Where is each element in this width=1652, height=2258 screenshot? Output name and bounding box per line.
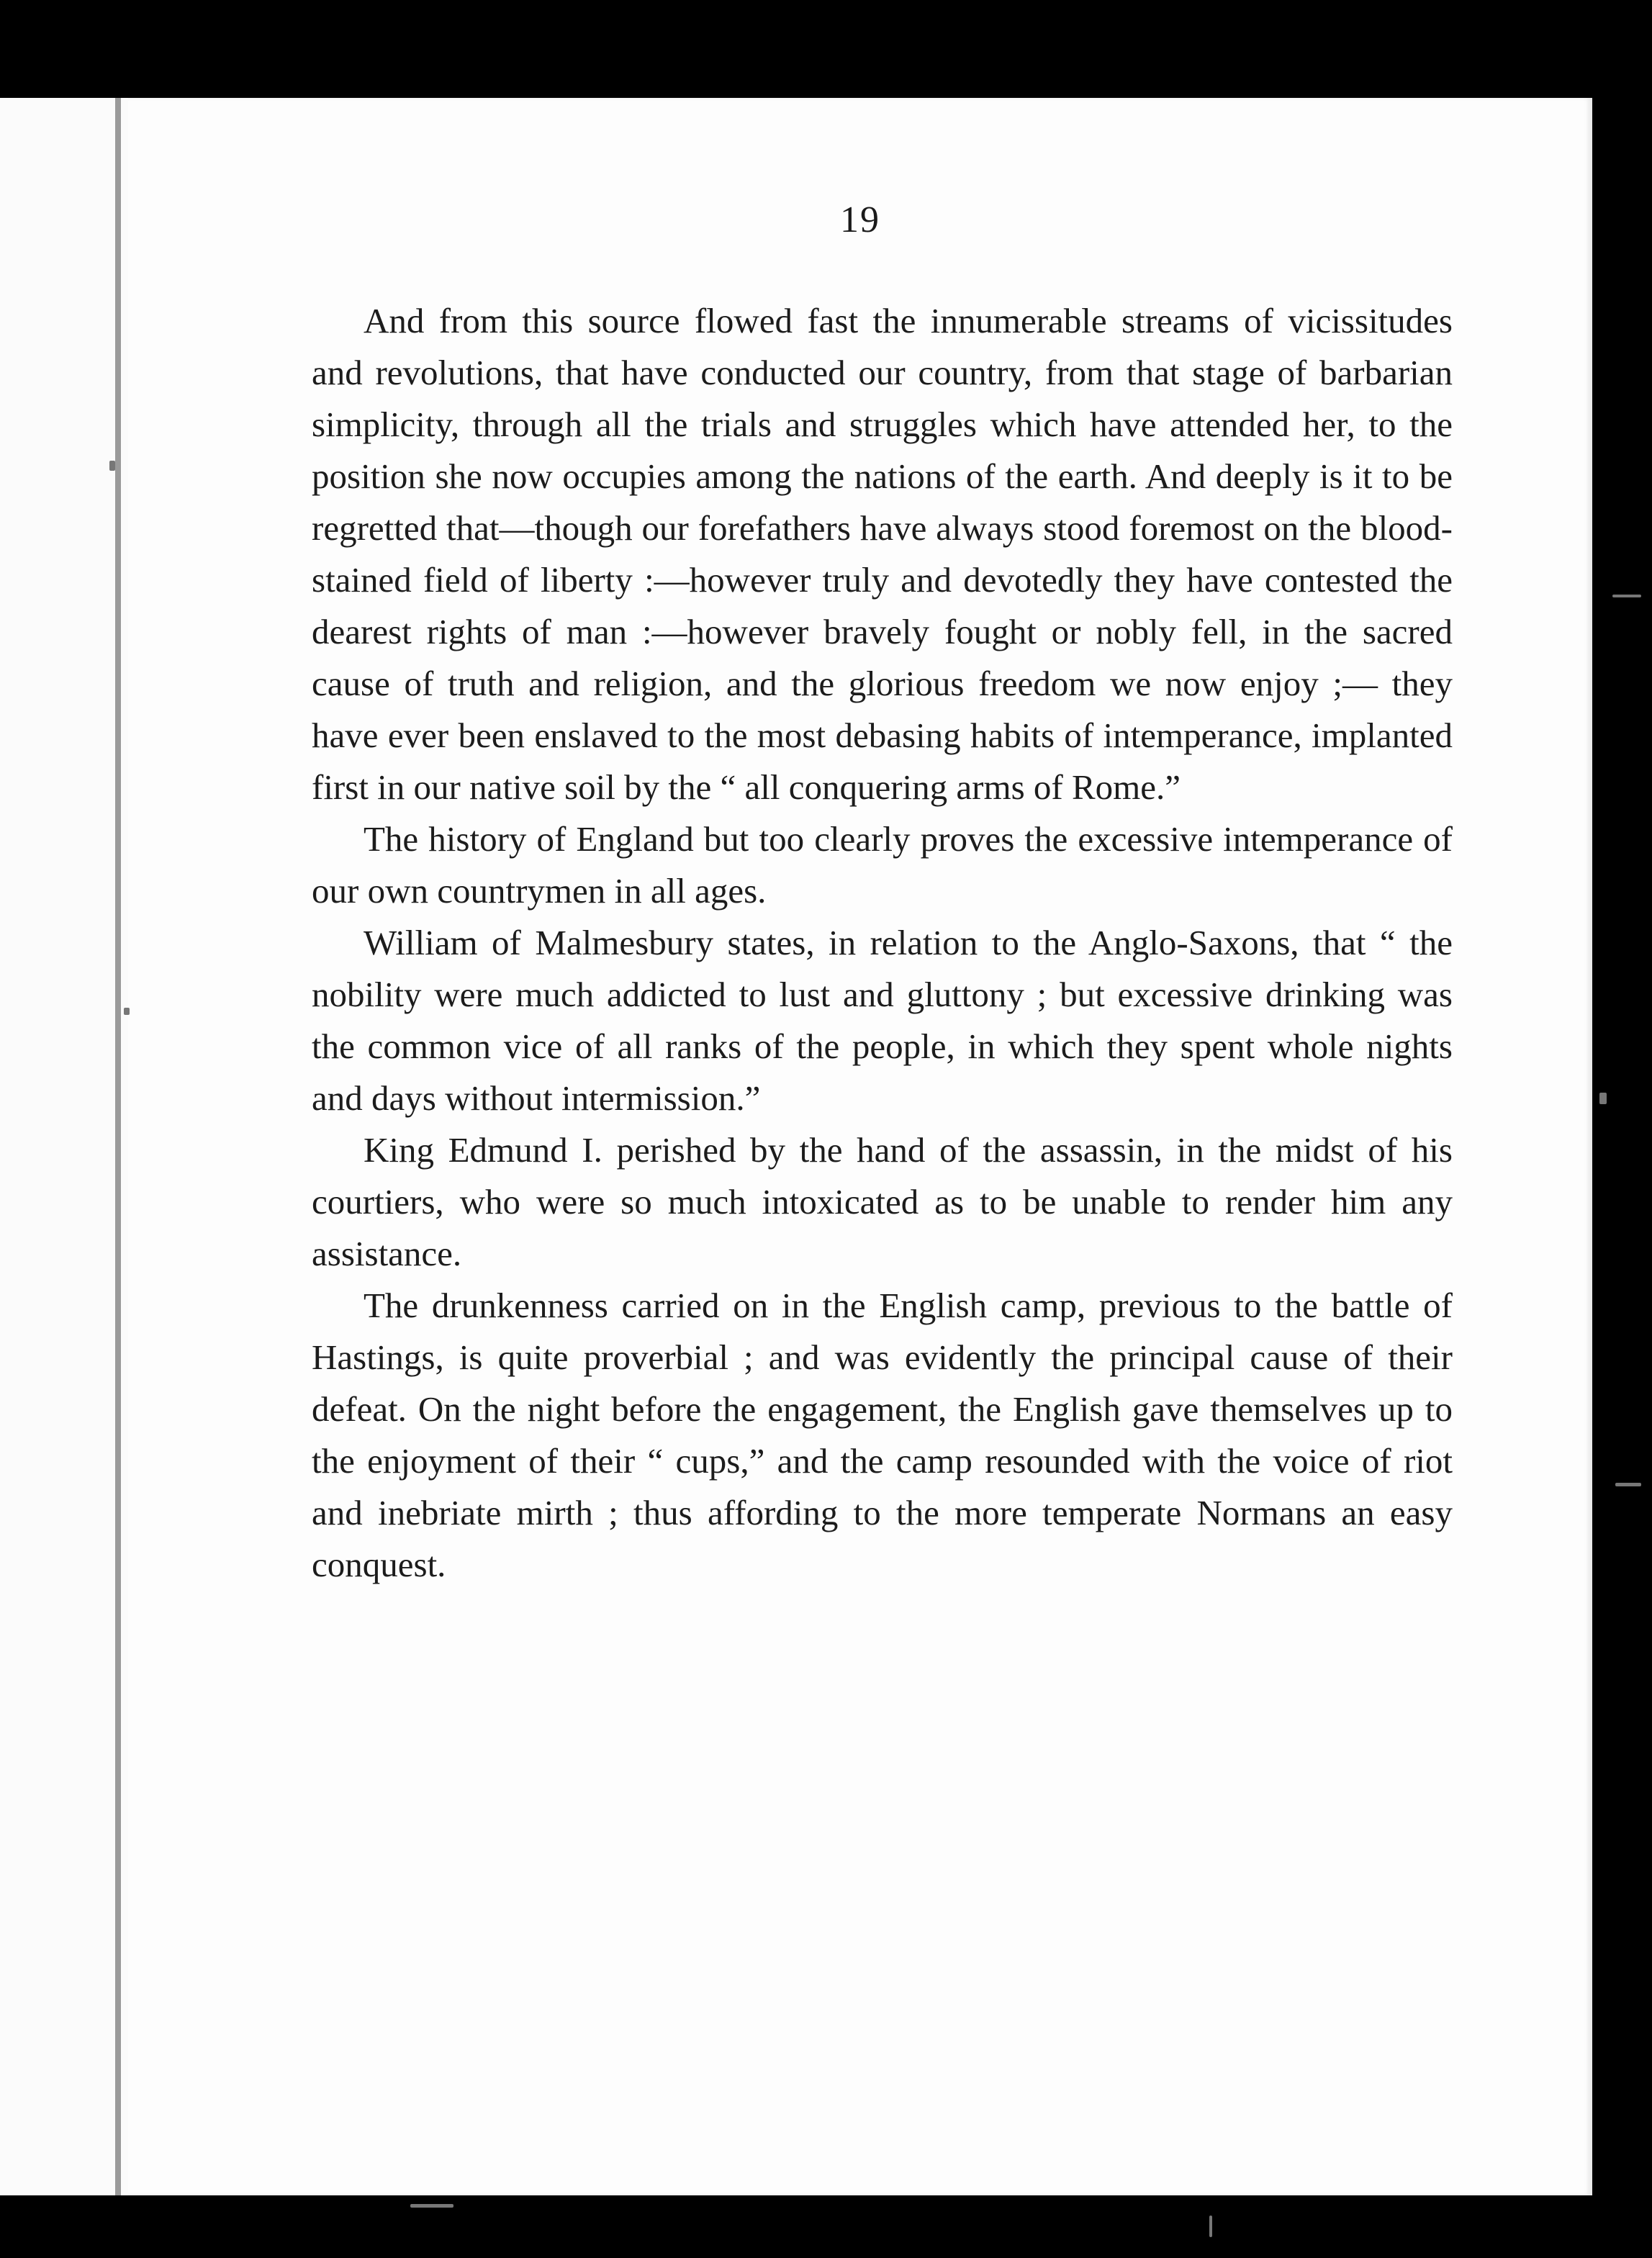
book-page [128, 98, 1592, 2195]
facing-page-edge [0, 98, 128, 2195]
scan-speck [109, 461, 115, 471]
paragraph-4: King Edmund I. perished by the hand of the assassin, in the midst of his courtiers, who were so much intoxicated as to be unable to render him any assistance. [312, 1130, 1453, 1273]
scan-speck [1612, 595, 1641, 597]
paragraph-5: The drunkenness carried on in the English camp, previous to the battle of Hastings, is quite proverbial ; and was evidently the principal cause of their defeat. On the night before the engagement, the English gave themselves up to the enjoyment of their “ cups,” and the camp resounded with the voice of riot and inebriate mirth ; thus affording to the more temperate Normans an easy conquest. [312, 1286, 1453, 1584]
scan-speck [124, 1008, 130, 1015]
paragraph-3: William of Malmesbury states, in relation to the Anglo-Saxons, that “ the nobility were much addicted to lust and gluttony ; but excessive drinking was the common vice of all ranks of the people, in which they spent whole nights and days without intermission.” [312, 923, 1453, 1118]
paragraph-2: The history of England but too clearly proves the excessive intemperance of our own countrymen in all ages. [312, 819, 1453, 911]
page-number: 19 [840, 199, 880, 240]
scan-speck [1615, 1483, 1641, 1486]
scan-speck [410, 2204, 453, 2208]
page-gutter [115, 98, 121, 2195]
paragraph-1: And from this source flowed fast the innumerable streams of vicissitudes and revolutions, that have conducted our country, from that stage of barbarian simplicity, through all the trials and struggles which have attended her, to the position she now occupies among the nations of the earth. And deeply is it to be regretted that—though our forefathers have always stood foremost on the blood-stained field of liberty :—however truly and devotedly they have contested the dearest rights of man :—however bravely fought or nobly fell, in the sacred cause of truth and religion, and the glorious freedom we now enjoy ;— they have ever been enslaved to the most debasing habits of intemperance, implanted first in our native soil by the “ all conquering arms of Rome.” [312, 301, 1453, 807]
page-body [312, 295, 1453, 1591]
scan-speck [1209, 2216, 1212, 2237]
scan-speck [1599, 1093, 1607, 1104]
